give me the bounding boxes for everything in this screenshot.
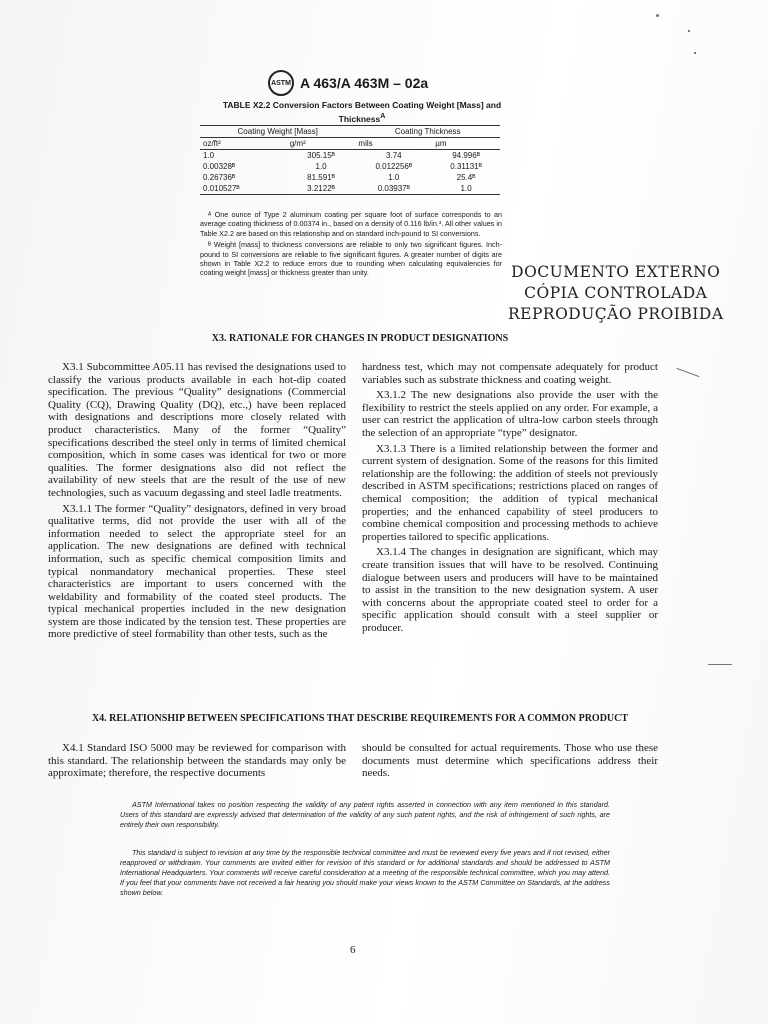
table-cell: 1.0 bbox=[203, 151, 215, 160]
stamp-line: CÓPIA CONTROLADA bbox=[524, 284, 708, 302]
table-cell: 0.26736ᴮ bbox=[203, 173, 236, 182]
conversion-table bbox=[200, 125, 500, 195]
table-cell: 3.2122ᴮ bbox=[287, 183, 356, 195]
table-cell: 25.4ᴮ bbox=[456, 173, 476, 182]
footnote-b: ᴮ Weight [mass] to thickness conversions are reliable to only two significant figures. Inch-pound to SI conversions are reliable to five significant figures. A greater number of digits are shown in Table X2.2 to reduce errors due to rounding when calculating equivalencies for coating weight [mass] or thickness greater than unity. bbox=[200, 240, 502, 278]
table-row bbox=[200, 150, 500, 162]
table-cell: 0.31131ᴮ bbox=[450, 162, 482, 171]
table-title-footnote-mark: A bbox=[380, 112, 386, 120]
paragraph: hardness test, which may not compensate adequately for product variables such as substrate thickness and coating weight. bbox=[362, 361, 658, 386]
table-title-text: TABLE X2.2 Conversion Factors Between Coating Weight [Mass] and Thickness bbox=[222, 100, 502, 124]
disclaimer-paragraph: This standard is subject to revision at any time by the responsible technical committee and must be reviewed every five years and if not revised, either reapproved or withdrawn. Your comments are invited either for revision of this standard or for additional standards and should be addressed to ASTM International Headquarters. Your comments will receive careful consideration at a meeting of the responsible technical committee, which you may attend. If you feel that your comments have not received a fair hearing you should make your views known to the ASTM Committee on Standards, at the address shown below. bbox=[120, 848, 610, 897]
table-cell: 0.012256ᴮ bbox=[375, 162, 413, 171]
table-cell: 0.03937ᴮ bbox=[355, 183, 432, 195]
standard-designation: A 463/A 463M – 02a bbox=[300, 75, 429, 91]
table-cell: 81.591ᴮ bbox=[307, 173, 335, 182]
scan-speck bbox=[688, 30, 690, 32]
scan-speck bbox=[694, 52, 696, 54]
paragraph: X3.1 Subcommittee A05.11 has revised the designations used to classify the various products available in each hot-dip coated specification. The previous “Quality” designations (Commercial Quality (CQ), Drawing Quality (DQ), etc.,) have been replaced with designations and descriptions more closely related with product characteristics. Many of the former “Quality” specifications described the steel only in terms of limited chemical composition, which in some cases was identical for two or more qualities. The former designations also did not reflect the availability of new steels that are the result of the use of new technologies, such as vacuum degassing and steel ladle treatments. bbox=[48, 361, 346, 499]
section-x4-heading: X4. RELATIONSHIP BETWEEN SPECIFICATIONS THAT DESCRIBE REQUIREMENTS FOR A COMMON PRODUCT bbox=[91, 713, 629, 724]
table-cell: 305.15ᴮ bbox=[307, 151, 335, 160]
unit-header: oz/ft² bbox=[200, 138, 287, 150]
table-cell: 0.010527ᴮ bbox=[200, 183, 287, 195]
unit-header: µm bbox=[432, 138, 500, 150]
group-header-thickness: Coating Thickness bbox=[355, 126, 500, 138]
astm-logo-icon bbox=[268, 70, 294, 96]
unit-header: g/m² bbox=[287, 138, 356, 150]
table-cell: 1.0 bbox=[432, 183, 500, 195]
scan-speck bbox=[656, 14, 659, 17]
document-header bbox=[268, 70, 428, 96]
table-cell: 3.74 bbox=[386, 151, 402, 160]
x4-right-column bbox=[362, 742, 658, 783]
unit-header: mils bbox=[355, 138, 432, 150]
paragraph: X3.1.3 There is a limited relationship between the former and current system of designation. Some of the reasons for this limited relationship are the following: the addition of steels not previously described in ASTM specifications; restrictions placed on ranges of chemical composition; the addition of typical mechanical properties; and the enhanced capability of steel producers to combine chemical composition and processing methods to achieve properties tailored to specific applications. bbox=[362, 442, 658, 543]
footnote-a: ᴬ One ounce of Type 2 aluminum coating per square foot of surface corresponds to an average coating thickness of 0.00374 in., based on a density of 0.116 lb/in.³. All other values in Table X2.2 are based on this relationship and on standard inch-pound to SI conversions. bbox=[200, 210, 502, 238]
table-row bbox=[200, 183, 500, 195]
page-number: 6 bbox=[350, 944, 356, 956]
x3-right-column bbox=[362, 361, 658, 637]
scan-mark bbox=[677, 368, 700, 377]
paragraph: X4.1 Standard ISO 5000 may be reviewed for comparison with this standard. The relationship between the standards may only be approximate; therefore, the respective documents bbox=[48, 742, 346, 780]
table-footnotes bbox=[200, 210, 502, 280]
disclaimer-paragraph: ASTM International takes no position respecting the validity of any patent rights asserted in connection with any item mentioned in this standard. Users of this standard are expressly advised that determination of the validity of any such patent rights, and the risk of infringement of such rights, are entirely their own responsibility. bbox=[120, 800, 610, 829]
paragraph: X3.1.4 The changes in designation are significant, which may create transition issues that will have to be resolved. Continuing dialogue between users and producers will have to be maintained to assist in the transition to the new designation system. A user with concerns about the appropriate coated steel to order for a specific application should consult with a steel supplier or producer. bbox=[362, 546, 658, 634]
logo-text: ASTM bbox=[271, 79, 291, 87]
paragraph: X3.1.2 The new designations also provide the user with the flexibility to restrict the steels applied on any order. For example, a user can restrict the application of ultra-low carbon steels through the selection of an appropriate “type” designator. bbox=[362, 389, 658, 439]
stamp-line: DOCUMENTO EXTERNO bbox=[511, 263, 721, 281]
paragraph: X3.1.1 The former “Quality” designators, defined in very broad qualitative terms, did not provide the user with all of the information needed to select the appropriate steel for an application. The new designations are defined with technical information, such as specific chemical composition limits and typical nonmandatory mechanical properties. These steel characteristics are important to users concerned with the weldability and formability of the coated steel products. The typical mechanical properties included in the new designation system are those indicated by the tension test. These properties are more predictive of steel formability than other tests, such as the bbox=[48, 502, 346, 641]
x3-left-column bbox=[48, 361, 346, 644]
section-x3-heading: X3. RATIONALE FOR CHANGES IN PRODUCT DESIGNATIONS bbox=[211, 333, 509, 344]
table-row bbox=[200, 161, 500, 172]
stamp-line: REPRODUÇÃO PROIBIDA bbox=[508, 305, 724, 323]
table-row bbox=[200, 172, 500, 183]
table-cell: 94.996ᴮ bbox=[452, 151, 481, 160]
table-cell: 0.00328ᴮ bbox=[203, 162, 236, 171]
x4-left-column bbox=[48, 742, 346, 783]
table-cell: 1.0 bbox=[388, 173, 400, 182]
table-cell: 1.0 bbox=[315, 162, 327, 171]
revision-notice bbox=[120, 848, 610, 898]
group-header-weight: Coating Weight [Mass] bbox=[200, 126, 355, 138]
patent-disclaimer bbox=[120, 800, 610, 830]
paragraph: should be consulted for actual requirements. Those who use these documents must determine which specifications address their needs. bbox=[362, 742, 658, 780]
scan-mark bbox=[708, 664, 732, 665]
controlled-copy-stamp bbox=[508, 262, 724, 325]
table-title bbox=[212, 100, 512, 125]
